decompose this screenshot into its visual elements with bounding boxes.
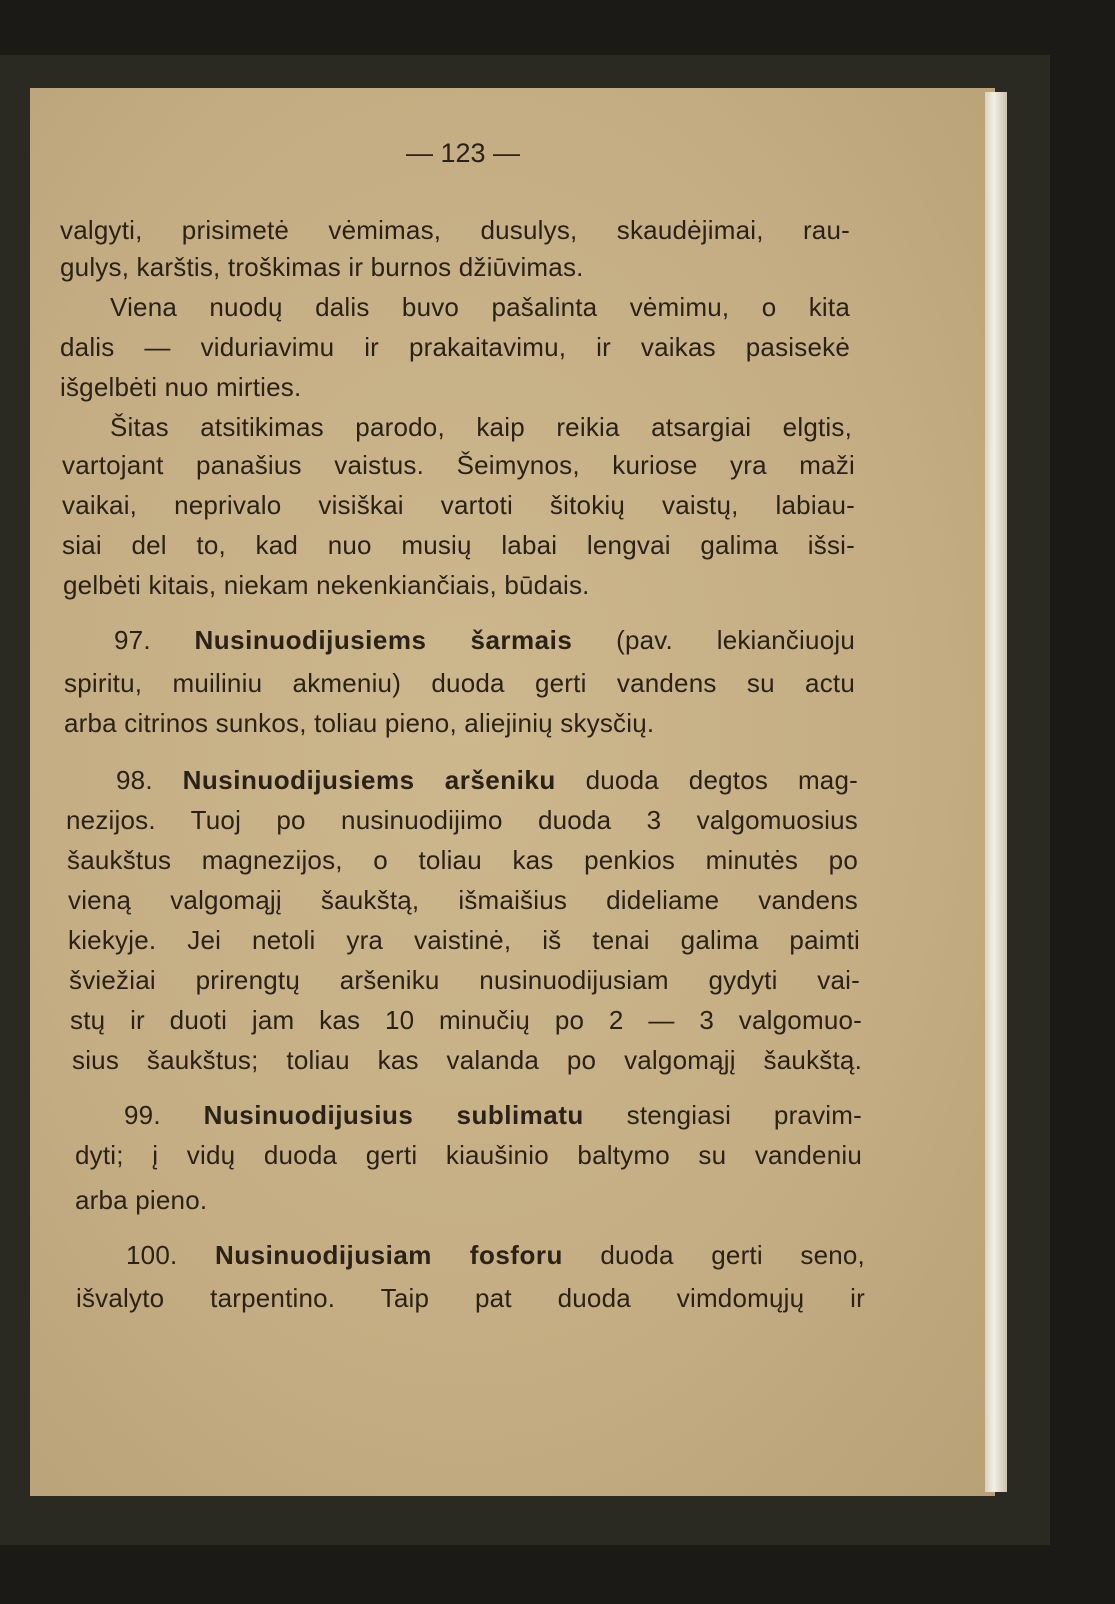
text-line [72, 1043, 862, 1077]
text-span: 98. [116, 765, 183, 795]
text-line [75, 1138, 862, 1172]
text-line [70, 1003, 862, 1037]
text-span: stų ir duoti jam kas 10 minučių po 2 — 3 valgomuo- [70, 1005, 862, 1035]
section-heading: Nusinuodijusiems aršeniku [182, 765, 556, 795]
page-edges [985, 92, 1007, 1492]
text-line [63, 568, 855, 602]
text-span: 97. [114, 625, 195, 655]
text-line [60, 250, 850, 284]
text-span: išgelbėti nuo mirties. [60, 372, 302, 402]
text-line [67, 843, 858, 877]
text-line [64, 706, 855, 740]
text-span: gulys, karštis, troškimas ir burnos džiūvimas. [60, 252, 584, 282]
text-span: vartojant panašius vaistus. Šeimynos, kuriose yra maži [62, 450, 855, 480]
text-span: sius šaukštus; toliau kas valanda po valgomąjį šaukštą. [72, 1045, 862, 1075]
section-heading: Nusinuodijusiam fosforu [214, 1240, 563, 1270]
text-line [110, 290, 850, 324]
text-line [64, 666, 855, 700]
text-line [60, 330, 850, 364]
text-line [68, 883, 858, 917]
text-line [68, 923, 860, 957]
text-span: 100. [126, 1240, 215, 1270]
text-line [124, 1098, 862, 1132]
text-span: arba pieno. [75, 1185, 208, 1215]
text-line [60, 213, 850, 247]
text-line [126, 1238, 865, 1272]
text-span: Viena nuodų dalis buvo pašalinta vėmimu, o kita [110, 292, 850, 322]
text-span: duoda degtos mag- [555, 765, 858, 795]
text-span: siai del to, kad nuo musių labai lengvai galima išsi- [62, 530, 855, 560]
text-line [60, 370, 850, 404]
text-span: valgyti, prisimetė vėmimas, dusulys, skaudėjimai, rau- [60, 215, 850, 245]
text-line [62, 488, 855, 522]
text-line [110, 410, 852, 444]
text-span: arba citrinos sunkos, toliau pieno, aliejinių skysčių. [64, 708, 655, 738]
text-line [69, 963, 860, 997]
text-line [66, 803, 858, 837]
text-span: (pav. lekiančiuoju [572, 625, 855, 655]
text-span: duoda gerti seno, [562, 1240, 865, 1270]
text-line [62, 528, 855, 562]
text-line [116, 763, 858, 797]
text-line [76, 1281, 865, 1315]
text-line [75, 1183, 862, 1217]
text-span: šviežiai prirengtų aršeniku nusinuodijusiam gydyti vai- [69, 965, 860, 995]
text-span: išvalyto tarpentino. Taip pat duoda vimdomųjų ir [76, 1283, 865, 1313]
text-span: Šitas atsitikimas parodo, kaip reikia atsargiai elgtis, [110, 412, 852, 442]
section-heading: Nusinuodijusius sublimatu [203, 1100, 584, 1130]
text-span: gelbėti kitais, niekam nekenkiančiais, būdais. [63, 570, 590, 600]
section-heading: Nusinuodijusiems šarmais [194, 625, 573, 655]
text-span: 99. [124, 1100, 204, 1130]
text-line [114, 623, 855, 657]
text-span: vaikai, neprivalo visiškai vartoti šitokių vaistų, labiau- [62, 490, 855, 520]
text-span: šaukštus magnezijos, o toliau kas penkios minutės po [67, 845, 858, 875]
text-span: kiekyje. Jei netoli yra vaistinė, iš tenai galima paimti [68, 925, 860, 955]
text-span: stengiasi pravim- [583, 1100, 862, 1130]
page-number: — 123 — [405, 138, 521, 168]
text-line [62, 448, 855, 482]
text-span: vieną valgomąjį šaukštą, išmaišius dideliame vandens [68, 885, 858, 915]
text-span: dyti; į vidų duoda gerti kiaušinio baltymo su vandeniu [75, 1140, 862, 1170]
text-span: dalis — viduriavimu ir prakaitavimu, ir vaikas pasisekė [60, 332, 850, 362]
text-span: nezijos. Tuoj po nusinuodijimo duoda 3 valgomuosius [66, 805, 858, 835]
text-span: spiritu, muiliniu akmeniu) duoda gerti vandens su actu [64, 668, 855, 698]
